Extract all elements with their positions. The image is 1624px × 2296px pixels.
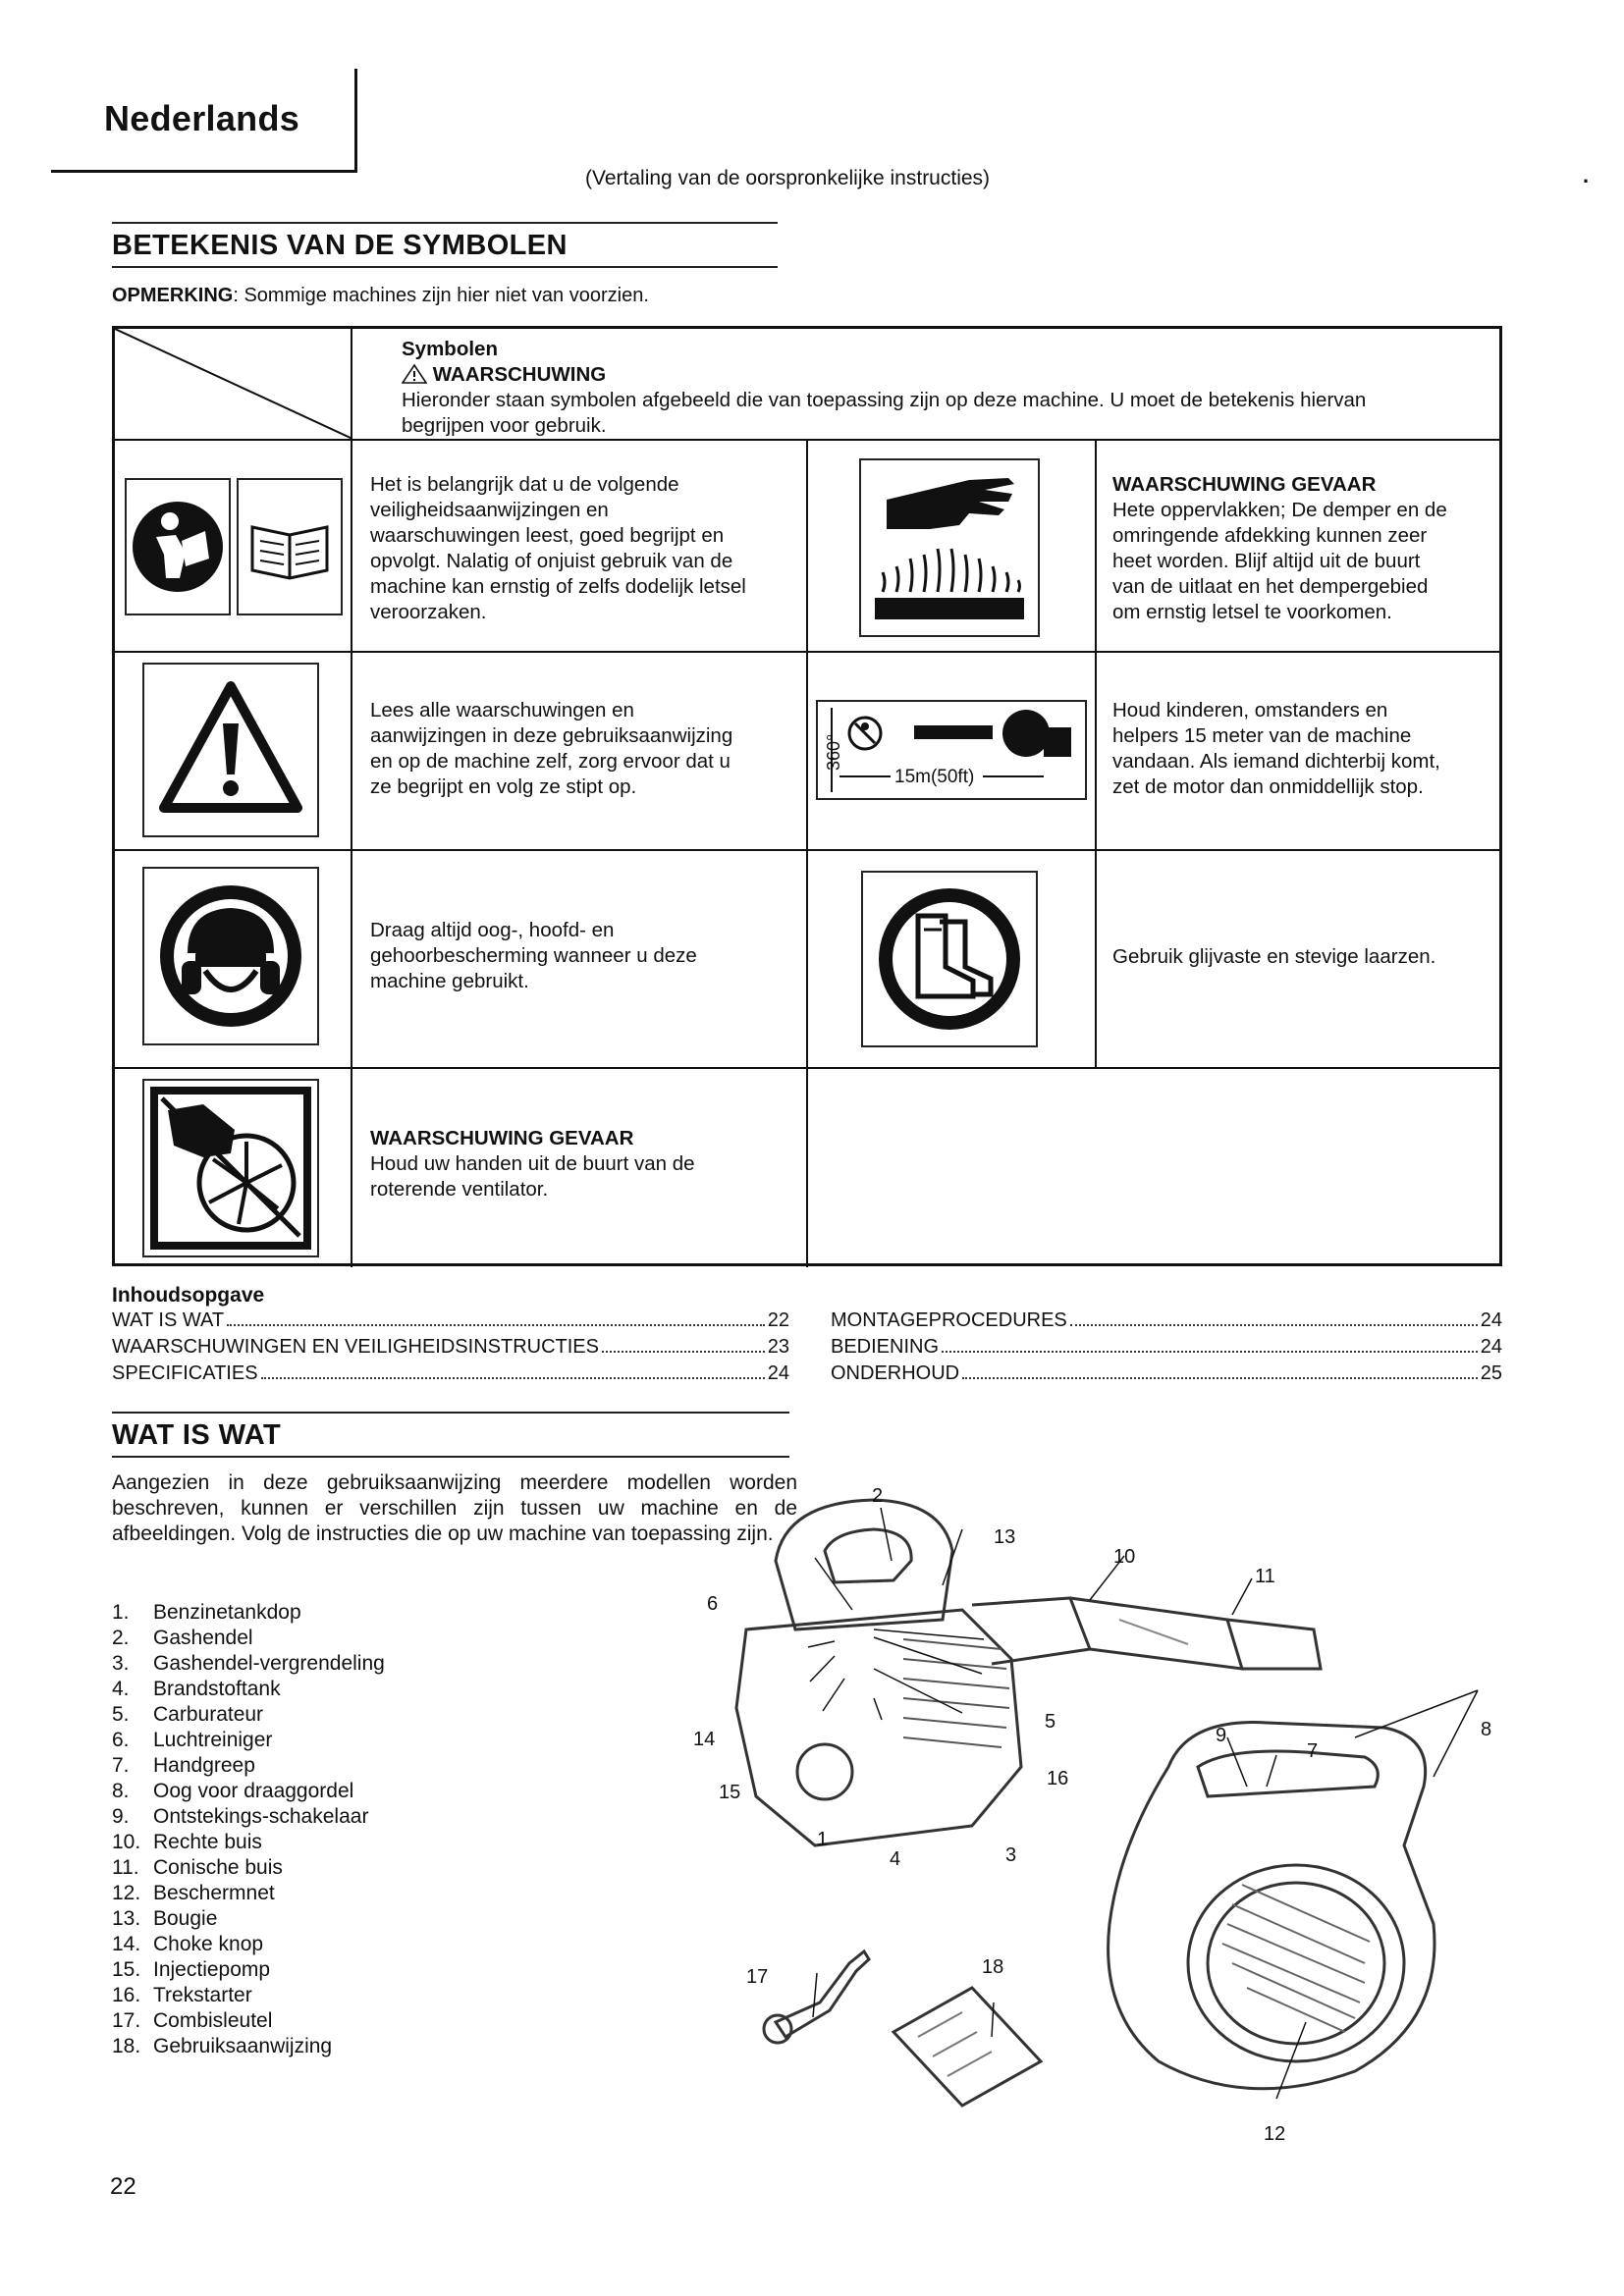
toc-right-column [831, 1306, 1502, 1385]
row2-right-line: helpers 15 meter van de machine [1112, 724, 1412, 747]
keep-distance-symbol [816, 700, 1087, 800]
toc-entry-page: 23 [767, 1336, 789, 1358]
page-marker: . [1583, 163, 1590, 187]
row1-right-text [1112, 472, 1495, 625]
general-warning-symbol [142, 663, 319, 837]
table-row-divider-2 [115, 651, 1499, 653]
toc-entry-page: 24 [767, 1362, 789, 1384]
parts-list [112, 1600, 385, 2059]
callout-4: 4 [890, 1848, 901, 1870]
header-diagonal [115, 329, 352, 439]
row3-left-line: gehoorbescherming wanneer u deze [370, 944, 697, 967]
row3-left-line: machine gebruikt. [370, 970, 529, 992]
row3-right-text [1112, 944, 1495, 970]
toc-entry-page: 22 [767, 1309, 789, 1331]
hot-surface-heading: WAARSCHUWING GEVAAR [1112, 473, 1377, 496]
row1-right-line: omringende afdekking kunnen zeer [1112, 524, 1428, 547]
toc-entry[interactable] [831, 1359, 1502, 1385]
row1-right-line: om ernstig letsel te voorkomen. [1112, 601, 1392, 623]
row1-right-line: Hete oppervlakken; De demper en de [1112, 499, 1447, 521]
header-text-line2: begrijpen voor gebruik. [402, 414, 607, 437]
list-item: 3. Gashendel-vergrendeling [112, 1652, 385, 1675]
row1-left-text [370, 472, 792, 625]
read-manual-symbol [125, 478, 231, 615]
open-book-icon [239, 480, 341, 614]
toc-entry[interactable] [112, 1306, 789, 1332]
callout-16: 16 [1047, 1768, 1069, 1789]
blower-parts-illustration [677, 1472, 1522, 2160]
hand-fan-icon [144, 1081, 317, 1255]
toc-entry[interactable] [112, 1359, 789, 1385]
list-item: 16. Trekstarter [112, 1984, 252, 2006]
row2-left-line: aanwijzingen in deze gebruiksaanwijzing [370, 724, 733, 747]
table-row-divider-4 [115, 1067, 1499, 1069]
header-text-line1: Hieronder staan symbolen afgebeeld die van toepassing zijn op deze machine. U moet de betekenis hiervan [402, 389, 1367, 411]
list-item: 10. Rechte buis [112, 1831, 262, 1853]
row1-left-line: veroorzaken. [370, 601, 487, 623]
callout-1: 1 [817, 1829, 829, 1850]
row2-right-text [1112, 698, 1495, 800]
row3-right-line: Gebruik glijvaste en stevige laarzen. [1112, 945, 1436, 968]
row4-left-line: Houd uw handen uit de buurt van de [370, 1152, 695, 1175]
list-item: 6. Luchtreiniger [112, 1729, 273, 1751]
row1-left-line: veiligheidsaanwijzingen en [370, 499, 609, 521]
note-text: : Sommige machines zijn hier niet van voorzien. [233, 285, 649, 306]
manual-book-symbol [237, 478, 343, 615]
read-manual-icon [127, 480, 229, 614]
row2-right-line: Houd kinderen, omstanders en [1112, 699, 1388, 721]
exclamation-triangle-icon [144, 665, 317, 835]
list-item: 11. Conische buis [112, 1856, 283, 1879]
fan-warning-heading: WAARSCHUWING GEVAAR [370, 1127, 634, 1149]
list-item: 9. Ontstekings-schakelaar [112, 1805, 369, 1828]
boots-icon [863, 873, 1036, 1045]
row1-left-line: opvolgt. Nalatig of onjuist gebruik van de [370, 550, 733, 572]
list-item: 18. Gebruiksaanwijzing [112, 2035, 333, 2057]
hot-surface-symbol [859, 458, 1040, 637]
list-item: 8. Oog voor draaggordel [112, 1780, 354, 1802]
callout-15: 15 [719, 1782, 741, 1803]
row4-left-text [370, 1126, 792, 1202]
toc-entry-label: WAT IS WAT [112, 1309, 225, 1331]
symbols-section-title: BETEKENIS VAN DE SYMBOLEN [112, 222, 778, 268]
callout-6: 6 [707, 1593, 719, 1615]
toc-entry-label: SPECIFICATIES [112, 1362, 258, 1384]
toc-entry-label: MONTAGEPROCEDURES [831, 1309, 1067, 1331]
list-item: 13. Bougie [112, 1907, 218, 1930]
symbols-table [112, 326, 1502, 1266]
callout-18: 18 [982, 1956, 1004, 1978]
toc-entry-page: 24 [1480, 1309, 1502, 1331]
toc-entry-label: ONDERHOUD [831, 1362, 960, 1384]
list-item: 4. Brandstoftank [112, 1678, 281, 1700]
row2-left-line: Lees alle waarschuwingen en [370, 699, 634, 721]
row1-left-line: machine kan ernstig of zelfs dodelijk letsel [370, 575, 746, 598]
toc-entry-label: BEDIENING [831, 1336, 940, 1358]
callout-13: 13 [994, 1526, 1016, 1548]
list-item: 17. Combisleutel [112, 2009, 273, 2032]
row4-left-line: roterende ventilator. [370, 1178, 549, 1201]
list-item: 14. Choke knop [112, 1933, 264, 1955]
toc-entry-label: WAARSCHUWINGEN EN VEILIGHEIDSINSTRUCTIES [112, 1336, 599, 1358]
row2-left-text [370, 698, 792, 800]
callout-9: 9 [1216, 1725, 1227, 1746]
toc-entry-page: 25 [1480, 1362, 1502, 1384]
page-number: 22 [110, 2173, 136, 2200]
row2-left-line: en op de machine zelf, zorg ervoor dat u [370, 750, 731, 773]
distance-label: 15m(50ft) [894, 767, 975, 787]
language-label: Nederlands [104, 98, 300, 138]
symbols-heading: Symbolen [402, 338, 498, 360]
translation-subtitle: (Vertaling van de oorspronkelijke instructies) [585, 167, 991, 189]
callout-12: 12 [1264, 2123, 1286, 2145]
hot-surface-icon [861, 460, 1038, 635]
callout-17: 17 [746, 1966, 769, 1988]
toc-entry[interactable] [112, 1332, 789, 1359]
what-is-what-intro: Aangezien in deze gebruiksaanwijzing meerdere modellen worden beschreven, kunnen er verschillen zijn tussen uw machine en de afbeeldingen. Volg de instructies die op uw machine van toepassing zijn. [112, 1471, 797, 1545]
row3-left-line: Draag altijd oog-, hoofd- en [370, 919, 615, 941]
toc-entry-page: 24 [1480, 1336, 1502, 1358]
ppe-symbol [142, 867, 319, 1045]
list-item: 15. Injectiepomp [112, 1958, 271, 1981]
callout-3: 3 [1005, 1844, 1017, 1866]
callout-10: 10 [1113, 1546, 1136, 1568]
angle-label: 360° [824, 733, 843, 771]
callout-14: 14 [693, 1729, 716, 1750]
row1-right-line: van de uitlaat en het dempergebied [1112, 575, 1429, 598]
list-item: 12. Beschermnet [112, 1882, 275, 1904]
toc-entry[interactable] [831, 1306, 1502, 1332]
what-is-what-title: WAT IS WAT [112, 1412, 789, 1458]
row1-right-line: heet worden. Blijf altijd uit de buurt [1112, 550, 1421, 572]
language-tab [51, 69, 357, 173]
row1-left-line: Het is belangrijk dat u de volgende [370, 473, 679, 496]
list-item: 7. Handgreep [112, 1754, 255, 1777]
table-col-divider-2 [806, 439, 808, 1267]
callout-2: 2 [872, 1485, 884, 1507]
helmet-goggles-earmuffs-icon [144, 869, 317, 1043]
callout-5: 5 [1045, 1711, 1056, 1733]
list-item: 1. Benzinetankdop [112, 1601, 301, 1624]
toc-entry[interactable] [831, 1332, 1502, 1359]
table-col-divider-3 [1095, 439, 1097, 1067]
row2-right-line: vandaan. Als iemand dichterbij komt, [1112, 750, 1440, 773]
table-header [402, 337, 1482, 439]
table-row-divider-3 [115, 849, 1499, 851]
table-col-divider-1 [351, 329, 352, 1267]
callout-11: 11 [1255, 1566, 1275, 1587]
table-row-divider-1 [115, 439, 1499, 441]
rotating-fan-symbol [142, 1079, 319, 1257]
row3-left-text [370, 918, 792, 994]
row2-right-line: zet de motor dan onmiddellijk stop. [1112, 775, 1424, 798]
callout-8: 8 [1481, 1719, 1492, 1740]
warning-triangle-icon [402, 364, 427, 384]
symbols-note [112, 285, 649, 307]
list-item: 2. Gashendel [112, 1627, 253, 1649]
toc-left-column [112, 1306, 789, 1385]
row1-left-line: waarschuwingen leest, goed begrijpt en [370, 524, 725, 547]
safety-boots-symbol [861, 871, 1038, 1047]
keep-distance-icon [818, 702, 1085, 798]
row2-left-line: ze begrijpt en volg ze stipt op. [370, 775, 637, 798]
note-label: OPMERKING [112, 285, 234, 306]
callout-7: 7 [1307, 1740, 1319, 1762]
warning-label: WAARSCHUWING [432, 363, 607, 386]
toc-title: Inhoudsopgave [112, 1284, 265, 1307]
list-item: 5. Carburateur [112, 1703, 264, 1726]
